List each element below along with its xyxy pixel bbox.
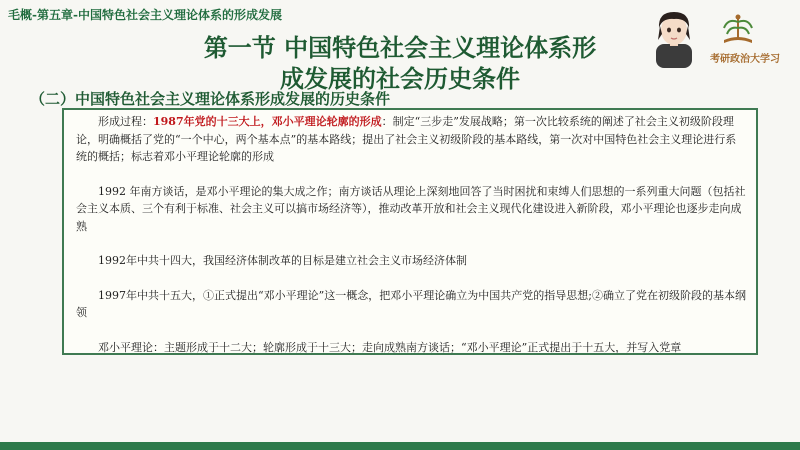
highlight-text: 1987年党的十三大上，邓小平理论轮廓的形成: [153, 115, 382, 128]
avatar: [650, 10, 698, 68]
logo-text: 考研政治大学习: [710, 54, 780, 65]
paragraph-15th-congress: 1997年中共十五大，①正式提出“邓小平理论”这一概念，把邓小平理论确立为中国共产党的指导思想;②确立了党在初级阶段的基本纲领: [76, 288, 746, 319]
page-title: [160, 32, 640, 94]
breadcrumb: 毛概-第五章-中国特色社会主义理论体系的形成发展: [8, 8, 282, 22]
title-line-2: 成发展的社会历史条件: [280, 64, 520, 93]
formation-text: ：制定“三步走”发展战略；第一次比较系统的阐述了社会主义初级阶段理论，明确概括了党的“一个中心，两个基本点”的基本路线；提出了社会主义初级阶段的基本路线，第一次对中国特色社会主义理论进行系统的概括；标志着邓小平理论轮廓的形成: [76, 115, 737, 163]
bottom-bar: [0, 442, 800, 450]
section-subtitle: （二）中国特色社会主义理论体系形成发展的历史条件: [30, 90, 391, 108]
logo-icon: [718, 14, 758, 46]
formation-label: 形成过程：: [98, 115, 153, 128]
paragraph-14th-congress: 1992年中共十四大，我国经济体制改革的目标是建立社会主义市场经济体制: [98, 254, 467, 267]
title-line-1: 第一节 中国特色社会主义理论体系形: [203, 33, 597, 62]
paragraph-formation: [76, 113, 746, 166]
paragraph-southern-tour: 1992 年南方谈话，是邓小平理论的集大成之作；南方谈话从理论上深刻地回答了当时困扰和束缚人们思想的一系列重大问题（包括社会主义本质、三个有利于标准、社会主义可以搞市场经济等），推动改革开放和社会主义现代化建设进入新阶段，邓小平理论也逐步走向成熟: [76, 184, 746, 233]
content-box: [62, 108, 758, 355]
paragraph-summary: 邓小平理论：主题形成于十二大；轮廓形成于十三大；走向成熟南方谈话；“邓小平理论”正式提出于十五大，并写入党章: [98, 340, 682, 354]
